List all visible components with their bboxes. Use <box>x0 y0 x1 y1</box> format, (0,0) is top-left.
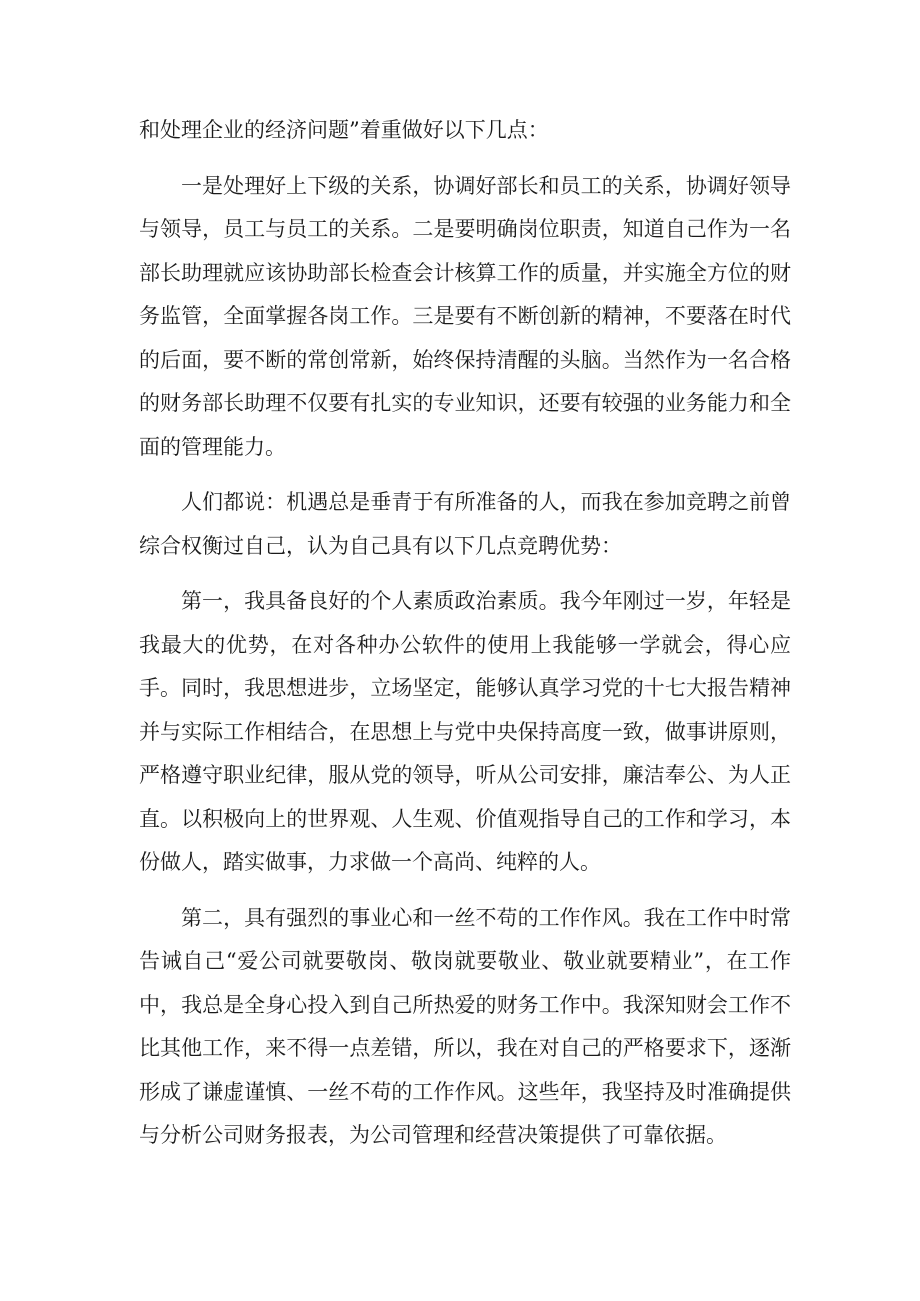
paragraph-second-advantage: 第二，具有强烈的事业心和一丝不苟的工作作风。我在工作中时常告诫自己“爱公司就要敬岗、敬岗就要敬业、敬业就要精业”，在工作中，我总是全身心投入到自己所热爱的财务工作中。我深知财会工作不比其他工作，来不得一点差错，所以，我在对自己的严格要求下，逐渐形成了谦虚谨慎、一丝不苟的工作作风。这些年，我坚持及时准确提供与分析公司财务报表，为公司管理和经营决策提供了可靠依据。 <box>139 905 791 1147</box>
paragraph-first-advantage: 第一，我具备良好的个人素质政治素质。我今年刚过一岁，年轻是我最大的优势，在对各种办公软件的使用上我能够一学就会，得心应手。同时，我思想进步，立场坚定，能够认真学习党的十七大报告精神并与实际工作相结合，在思想上与党中央保持高度一致，做事讲原则，严格遵守职业纪律，服从党的领导，听从公司安排，廉洁奉公、为人正直。以积极向上的世界观、人生观、价值观指导自己的工作和学习，本份做人，踏实做事，力求做一个高尚、纯粹的人。 <box>139 589 791 874</box>
document-body <box>139 109 791 1158</box>
paragraph-continuation: 和处理企业的经济问题”着重做好以下几点： <box>139 118 549 142</box>
paragraph-opportunity: 人们都说：机遇总是垂青于有所准备的人，而我在参加竞聘之前曾综合权衡过自己，认为自己具有以下几点竞聘优势： <box>139 490 791 558</box>
paragraph-duties: 一是处理好上下级的关系，协调好部长和员工的关系，协调好领导与领导，员工与员工的关系。二是要明确岗位职责，知道自己作为一名部长助理就应该协助部长检查会计核算工作的质量，并实施全方位的财务监管，全面掌握各岗工作。三是要有不断创新的精神，不要落在时代的后面，要不断的常创常新，始终保持清醒的头脑。当然作为一名合格的财务部长助理不仅要有扎实的专业知识，还要有较强的业务能力和全面的管理能力。 <box>139 173 791 459</box>
